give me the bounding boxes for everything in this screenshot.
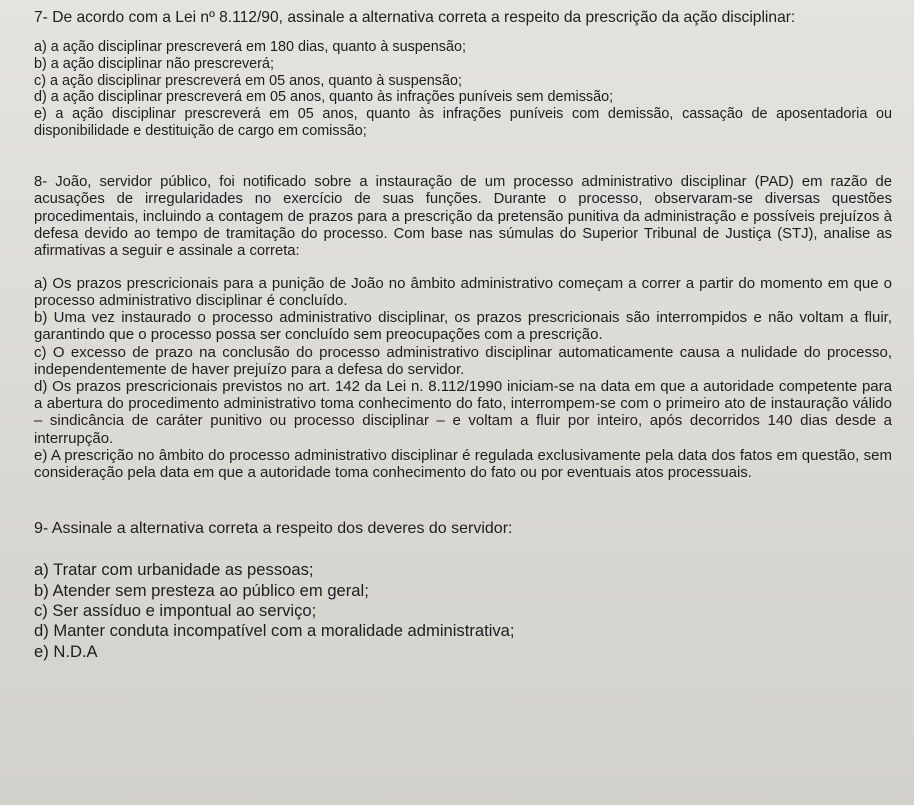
option-list [34,560,892,662]
option-c: c) O excesso de prazo na conclusão do processo administrativo disciplinar automaticamente causa a nulidade do processo, independentemente de haver prejuízo para a defesa do servidor. [34,343,892,378]
option-b: b) Atender sem presteza ao público em geral; [34,580,369,600]
option-a: a) Tratar com urbanidade as pessoas; [34,560,314,580]
option-list [34,39,892,140]
question-stem: 9- Assinale a alternativa correta a respeito dos deveres do servidor: [34,520,513,538]
question-9 [34,519,892,662]
option-a: a) Os prazos prescricionais para a punição de João no âmbito administrativo começam a correr a partir do momento em que o processo administrativo disciplinar é concluído. [34,274,892,310]
option-a: a) a ação disciplinar prescreverá em 180 dias, quanto à suspensão; [34,39,466,55]
question-7 [34,8,892,140]
option-d: d) Os prazos prescricionais previstos no art. 142 da Lei n. 8.112/1990 iniciam-se na data em que a autoridade competente para a abertura do procedimento administrativo toma conhecimento do fato, interrompem-se com o primeiro ato de instauração válido – sindicância de caráter punitivo ou processo disciplinar – e voltam a fluir por inteiro, após decorridos 140 dias desde a interrupção. [34,378,892,447]
option-b: b) a ação disciplinar não prescreverá; [34,55,274,72]
option-d: d) Manter conduta incompatível com a moralidade administrativa; [34,621,515,641]
question-stem: 8- João, servidor público, foi notificado sobre a instauração de um processo administrativo disciplinar (PAD) em razão de acusações de irregularidades no exercício de suas funções. Durante o processo, observaram-se diversas questões procedimentais, incluindo a contagem de prazos para a prescrição da pretensão punitiva da administração e possíveis prejuízos à defesa devido ao tempo de tramitação do processo. Com base nas súmulas do Superior Tribunal de Justiça (STJ), analise as afirmativas a seguir e assinale a correta: [34,173,892,260]
question-8 [34,174,892,481]
option-c: c) a ação disciplinar prescreverá em 05 anos, quanto à suspensão; [34,72,462,89]
option-list [34,275,892,481]
option-b: b) Uma vez instaurado o processo administrativo disciplinar, os prazos prescricionais são interrompidos e não voltam a fluir, garantindo que o processo possa ser concluído sem preocupações com a prescrição. [34,309,892,344]
option-c: c) Ser assíduo e impontual ao serviço; [34,601,317,621]
option-e: e) a ação disciplinar prescreverá em 05 anos, quanto às infrações puníveis com demissão, cassação de aposentadoria ou disponibilidade e destituição de cargo em comissão; [34,106,892,139]
option-e: e) A prescrição no âmbito do processo administrativo disciplinar é regulada exclusivamente pela data dos fatos em questão, sem consideração pela data em que a autoridade toma conhecimento do fato ou por eventuais atos processuais. [34,446,892,482]
option-e: e) N.D.A [34,641,98,661]
option-d: d) a ação disciplinar prescreverá em 05 anos, quanto às infrações puníveis sem demissão; [34,89,614,106]
question-stem: 7- De acordo com a Lei nº 8.112/90, assinale a alternativa correta a respeito da prescrição da ação disciplinar: [34,9,796,26]
